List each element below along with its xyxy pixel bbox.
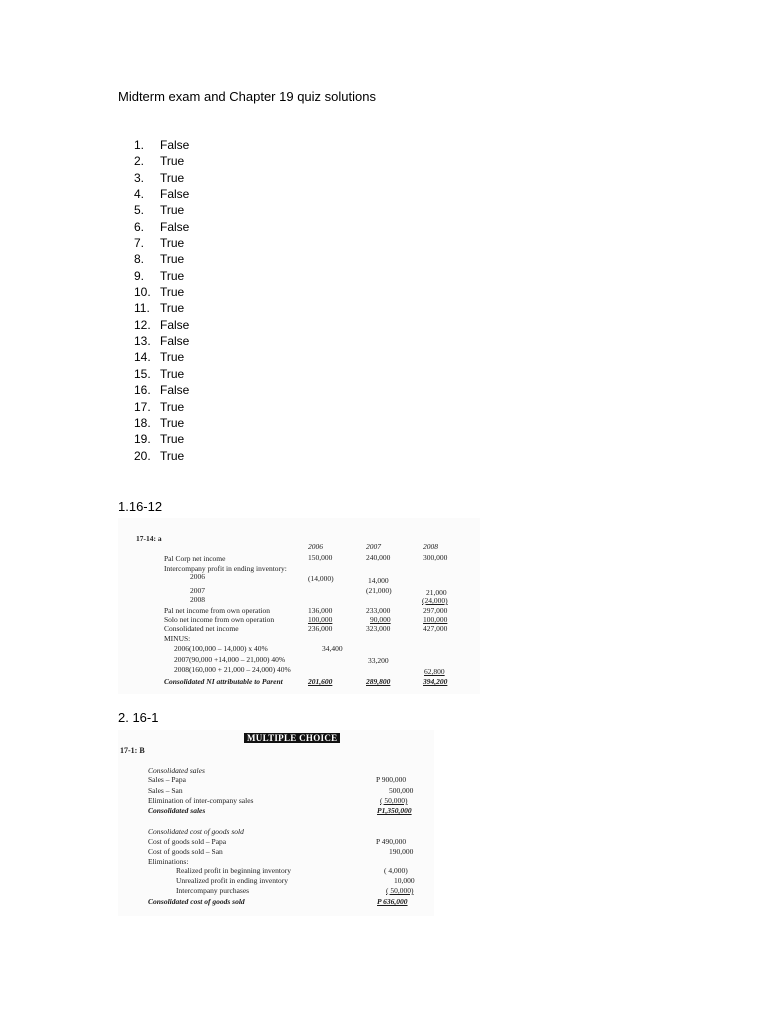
row-label: Intercompany purchases [176,886,250,895]
cell-value: 62,800 [424,667,445,676]
row-label: 2006(100,000 – 14,000) x 40% [174,644,268,653]
cell-value: ( 50,000) [380,796,408,805]
cell-value: 500,000 [389,786,414,795]
section-heading-1: 1.16-12 [118,499,163,514]
cell-value: 90,000 [370,615,391,624]
problem-label: 17-1: B [120,746,145,755]
answer-item: 7. True [134,236,185,251]
answer-item: 18. True [134,415,185,430]
row-label: Cost of goods sold – San [148,847,223,856]
scanned-worksheet-17-14 [118,518,480,694]
answer-item: 1. False [134,138,190,152]
answer-item: 13. False [134,334,190,349]
cell-value: P 636,000 [377,897,408,906]
problem-label: 17-14: a [136,534,162,543]
answer-item: 3. True [134,170,185,185]
answer-item: 9. True [134,268,185,283]
cell-value: P 490,000 [376,837,407,846]
year-header: 2006 [308,542,323,551]
answer-item: 2. True [134,154,185,169]
cell-value: (24,000) [422,596,448,605]
cell-value: 427,000 [423,624,448,633]
answer-item: 19. True [134,432,185,447]
cell-value: 34,400 [322,644,343,653]
cell-value: 297,000 [423,606,448,615]
cell-value: 190,000 [389,847,414,856]
answer-item: 15. True [134,366,185,381]
answer-item: 17. True [134,399,185,414]
cell-value: 100,000 [423,615,448,624]
section-title: Consolidated cost of goods sold [148,827,244,836]
answer-list [134,137,189,464]
cell-value: 136,000 [308,606,333,615]
cell-value: ( 50,000) [386,886,414,895]
cell-value: 394,200 [423,677,448,686]
row-label: Cost of goods sold – Papa [148,837,227,846]
answer-item: 8. True [134,252,185,267]
row-label: 2008 [190,595,205,604]
cell-value: 14,000 [368,576,389,585]
answer-item: 4. False [134,187,190,202]
cell-value: 100,000 [308,615,333,624]
row-label: 2006 [190,572,205,581]
answer-item: 6. False [134,219,190,234]
cell-value: 240,000 [366,553,391,562]
answer-item: 16. False [134,383,190,398]
cell-value: 21,000 [426,588,447,597]
year-header: 2008 [423,542,438,551]
answer-item: 14. True [134,350,185,365]
answer-item: 12. False [134,317,190,332]
document-title: Midterm exam and Chapter 19 quiz solutions [118,89,376,104]
row-label: Sales – Papa [148,775,186,784]
cell-value: P1,350,000 [377,806,412,815]
cell-value: 236,000 [308,624,333,633]
row-label: Unrealized profit in ending inventory [176,876,289,885]
cell-value: 10,000 [394,876,415,885]
multiple-choice-banner: MULTIPLE CHOICE [244,733,340,743]
row-label: Realized profit in beginning inventory [176,866,291,875]
row-label: Elimination of inter-company sales [148,796,254,805]
cell-value: P 900,000 [376,775,407,784]
row-label: Consolidated sales [148,806,206,815]
scanned-worksheet-17-1 [118,730,434,916]
row-label: MINUS: [164,634,191,643]
year-header: 2007 [366,542,381,551]
cell-value: 289,800 [366,677,391,686]
row-label: 2007 [190,586,205,595]
answer-item: 5. True [134,203,185,218]
row-label: Pal net income from own operation [164,606,271,615]
row-label: Intercompany profit in ending inventory: [164,564,287,573]
row-label: Solo net income from own operation [164,615,275,624]
row-label: Consolidated net income [164,624,239,633]
answer-item: 10. True [134,285,185,300]
section-heading-2: 2. 16-1 [118,710,159,725]
row-label: Consolidated NI attributable to Parent [164,677,283,686]
cell-value: 300,000 [423,553,448,562]
row-label: 2007(90,000 +14,000 – 21,000) 40% [174,655,286,664]
row-label: Sales – San [148,786,183,795]
cell-value: 201,600 [308,677,333,686]
cell-value: 323,000 [366,624,391,633]
cell-value: (14,000) [308,574,334,583]
cell-value: 150,000 [308,553,333,562]
cell-value: 233,000 [366,606,391,615]
answer-item: 11. True [134,301,185,316]
row-label: Consolidated cost of goods sold [148,897,245,906]
answer-item: 20. True [134,448,185,463]
row-label: Eliminations: [148,857,189,866]
cell-value: (21,000) [366,586,392,595]
row-label: Pal Corp net income [164,554,226,563]
cell-value: ( 4,000) [384,866,408,875]
row-label: 2008(160,000 + 21,000 – 24,000) 40% [174,665,291,674]
cell-value: 33,200 [368,656,389,665]
section-title: Consolidated sales [148,766,205,775]
